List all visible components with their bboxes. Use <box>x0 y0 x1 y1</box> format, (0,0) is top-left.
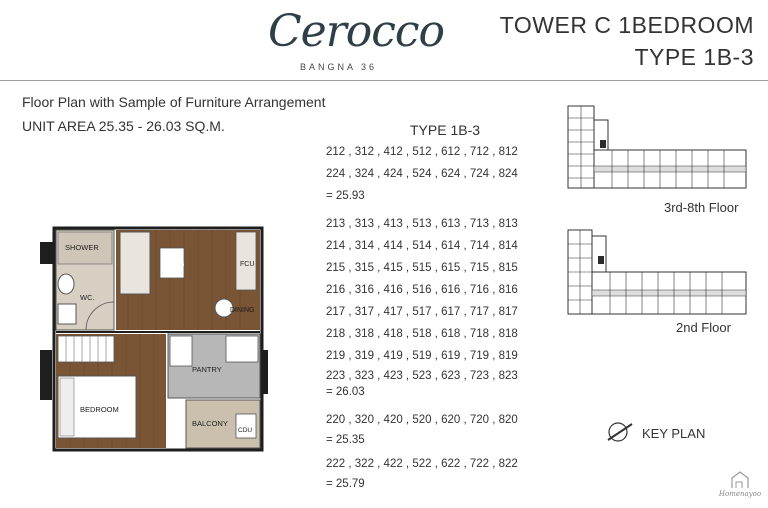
unit-line: 213 , 313 , 413 , 513 , 613 , 713 , 813 <box>326 218 518 230</box>
basin-icon <box>58 304 76 324</box>
unit-line: 218 , 318 , 418 , 518 , 618 , 718 , 818 <box>326 328 518 340</box>
key-plan-lower <box>566 228 750 316</box>
unit-area-value: = 25.79 <box>326 478 365 490</box>
key-plan-upper <box>566 104 750 190</box>
sofa-icon <box>120 232 150 294</box>
unit-area: UNIT AREA 25.35 - 26.03 SQ.M. <box>22 118 225 134</box>
cdu-unit <box>236 414 256 438</box>
column-block <box>40 350 52 400</box>
room-label-dining: DINING <box>230 307 255 314</box>
unit-line: 219 , 319 , 419 , 519 , 619 , 719 , 819 <box>326 350 518 362</box>
house-icon <box>718 468 762 490</box>
room-label-wc: WC. <box>80 293 95 302</box>
watermark-logo <box>718 468 762 504</box>
unit-area-value: = 25.35 <box>326 434 365 446</box>
unit-area-value: = 26.03 <box>326 386 365 398</box>
corridor <box>594 166 746 172</box>
north-arrow-icon <box>606 420 636 444</box>
page-header <box>0 0 768 80</box>
room-label-pantry: PANTRY <box>192 365 222 374</box>
room-label-fcu-bedroom: FCU <box>170 403 185 410</box>
room-label-living: LIVING <box>160 259 185 268</box>
sink-icon <box>226 336 258 362</box>
watermark-text: Homenayoo <box>718 490 762 498</box>
toilet-icon <box>58 274 74 294</box>
pillow-icon <box>60 378 74 436</box>
highlighted-unit <box>598 256 604 264</box>
unit-line: 212 , 312 , 412 , 512 , 612 , 712 , 812 <box>326 146 518 158</box>
room-label-balcony: BALCONY <box>192 419 228 428</box>
room-label-fcu: FCU <box>240 261 255 268</box>
key-plan-upper-label: 3rd-8th Floor <box>664 200 739 215</box>
brand-subtitle: BANGNA 36 <box>300 62 378 72</box>
unit-line: 215 , 315 , 415 , 515 , 615 , 715 , 815 <box>326 262 518 274</box>
unit-line: 222 , 322 , 422 , 522 , 622 , 722 , 822 <box>326 458 518 470</box>
floor-plan <box>36 222 272 458</box>
unit-line: 223 , 323 , 423 , 523 , 623 , 723 , 823 <box>326 370 518 382</box>
key-plan-lower-label: 2nd Floor <box>676 320 731 335</box>
column-block <box>40 242 54 264</box>
key-plan-legend: KEY PLAN <box>642 426 706 441</box>
tower-title: TOWER C 1BEDROOM <box>499 12 754 38</box>
core-block <box>592 236 606 272</box>
room-label-shower: SHOWER <box>65 243 99 252</box>
brand-name: Cerocco <box>268 6 445 57</box>
unit-line: 214 , 314 , 414 , 514 , 614 , 714 , 814 <box>326 240 518 252</box>
brand-logo <box>268 6 445 76</box>
unit-line: 216 , 316 , 416 , 516 , 616 , 716 , 816 <box>326 284 518 296</box>
room-label-cdu: CDU <box>238 427 253 434</box>
unit-line: 224 , 324 , 424 , 524 , 624 , 724 , 824 <box>326 168 518 180</box>
highlighted-unit <box>600 140 606 148</box>
unit-type-heading: TYPE 1B-3 <box>410 122 481 138</box>
wardrobe-icon <box>58 336 114 362</box>
unit-line: 220 , 320 , 420 , 520 , 620 , 720 , 820 <box>326 414 518 426</box>
unit-line: 217 , 317 , 417 , 517 , 617 , 717 , 817 <box>326 306 518 318</box>
plan-caption: Floor Plan with Sample of Furniture Arrangement <box>22 94 326 110</box>
type-title: TYPE 1B-3 <box>634 44 754 70</box>
corridor <box>592 290 746 296</box>
room-label-bedroom: BEDROOM <box>80 405 119 414</box>
unit-area-value: = 25.93 <box>326 190 365 202</box>
header-divider <box>0 80 768 81</box>
fridge-icon <box>170 336 192 366</box>
